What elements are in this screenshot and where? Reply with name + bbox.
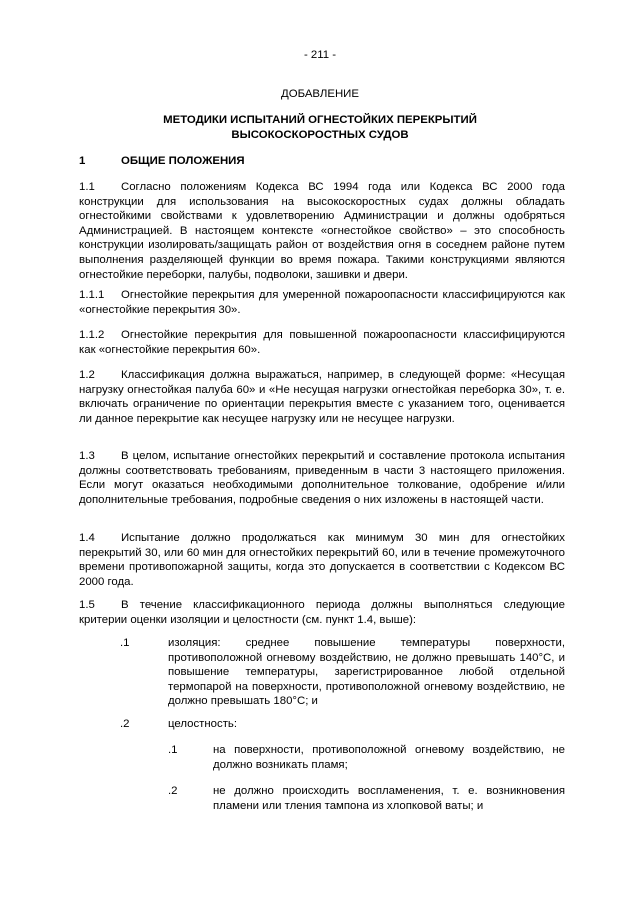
paragraph-number: 1.1.2 [79, 329, 105, 341]
paragraph-1-2 [79, 368, 565, 426]
paragraph-text: В течение классификационного периода должны выполняться следующие критерии оценки изоляции и целостности (см. пункт 1.4, выше): [79, 599, 565, 626]
criterion-insulation [120, 636, 565, 709]
document-title: МЕТОДИКИ ИСПЫТАНИЙ ОГНЕСТОЙКИХ ПЕРЕКРЫТИЙ ВЫСОКОСКОРОСТНЫХ СУДОВ [163, 114, 477, 141]
paragraph-number: 1.5 [79, 599, 95, 611]
criterion-number: .2 [120, 718, 130, 730]
criterion-text: целостность: [168, 718, 238, 730]
annex-title: ДОБАВЛЕНИЕ [281, 88, 359, 100]
criterion-number: .1 [120, 637, 130, 649]
paragraph-1-3 [79, 449, 565, 507]
paragraph-number: 1.4 [79, 532, 95, 544]
paragraph-text: В целом, испытание огнестойких перекрытий и составление протокола испытания должны соответствовать требованиям, приведенным в части 3 настоящего приложения. Если могут оказаться необходимыми дополнительное толкование, одобрение и/или дополнительные требования, подробные сведения о них изложены в настоящей части. [79, 450, 565, 506]
paragraph-number: 1.2 [79, 369, 95, 381]
paragraph-number: 1.1 [79, 181, 95, 193]
criterion-text: изоляция: среднее повышение температуры поверхности, противоположной огневому воздействию, не должно превышать 140°С, и повышение температуры, зарегистрированное любой отдельной термопарой на поверхности, противоположной огневому воздействию, не должно превышать 180°С; и [168, 637, 565, 708]
integrity-subitem-2 [168, 784, 565, 813]
integrity-subitem-1 [168, 743, 565, 772]
paragraph-1-1 [79, 180, 565, 282]
subitem-text: на поверхности, противоположной огневому воздействию, не должно возникать пламя; [213, 744, 565, 771]
paragraph-text: Огнестойкие перекрытия для умеренной пожароопасности классифицируются как «огнестойкие перекрытия 30». [79, 289, 565, 316]
subitem-number: .2 [168, 785, 178, 797]
criterion-integrity [120, 717, 565, 732]
subitem-text: не должно происходить воспламенения, т. е. возникновения пламени или тления тампона из хлопковой ваты; и [213, 785, 565, 812]
paragraph-number: 1.1.1 [79, 289, 105, 301]
paragraph-1-1-2 [79, 328, 565, 357]
paragraph-1-1-1 [79, 288, 565, 317]
paragraph-text: Испытание должно продолжаться как минимум 30 мин для огнестойких перекрытий 30, или 60 мин для огнестойких перекрытий 60, или в течение промежуточного времени противопожарной защиты, когда это допускается в соответствии с Кодексом ВС 2000 года. [79, 532, 565, 588]
paragraph-text: Огнестойкие перекрытия для повышенной пожароопасности классифицируются как «огнестойкие перекрытия 60». [79, 329, 565, 356]
section-heading-text: ОБЩИЕ ПОЛОЖЕНИЯ [121, 155, 245, 167]
paragraph-text: Классификация должна выражаться, например, в следующей форме: «Несущая нагрузку огнестойкая палуба 60» и «Не несущая нагрузки огнестойкая переборка 30», т. е. включать ограничение по ориентации перекрытия вместе с указанием того, оценивается ли данное перекрытие как несущее нагрузку или не несущее нагрузки. [79, 369, 565, 425]
section-heading [79, 154, 245, 169]
paragraph-1-4 [79, 531, 565, 589]
page-number: - 211 - [303, 49, 337, 61]
section-number: 1 [79, 155, 86, 167]
subitem-number: .1 [168, 744, 178, 756]
paragraph-number: 1.3 [79, 450, 95, 462]
paragraph-text: Согласно положениям Кодекса ВС 1994 года или Кодекса ВС 2000 года конструкции для использования на высокоскоростных судах должны обладать огнестойкими свойствами к удовлетворению Администрации и должны одобряться Администрацией. В настоящем контексте «огнестойкое свойство» – это способность конструкции изолировать/защищать район от воздействия огня в соседнем районе путем выполнения разделяющей функции во время пожара. Такими конструкциями являются огнестойкие переборки, палубы, подволоки, зашивки и двери. [79, 181, 565, 281]
paragraph-1-5 [79, 598, 565, 627]
